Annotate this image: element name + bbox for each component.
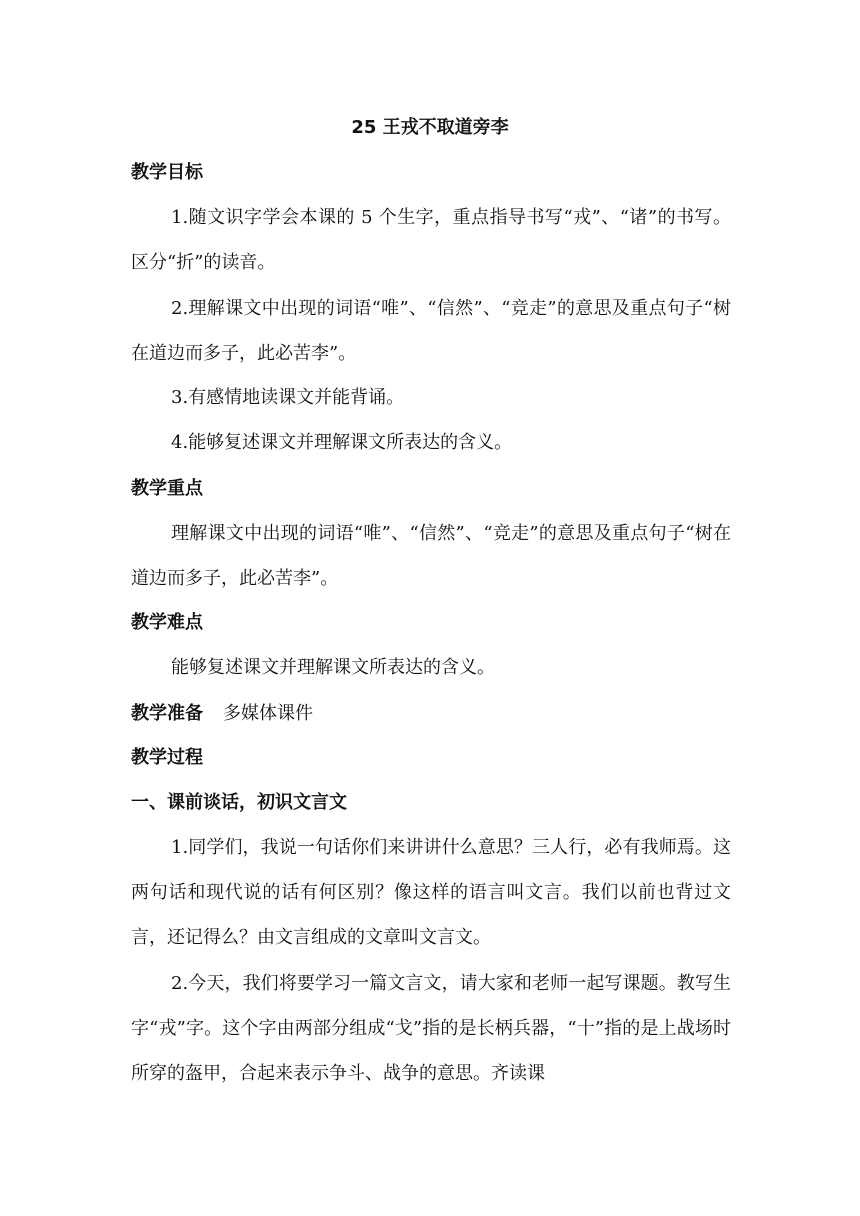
heading-teaching-process: 教学过程 — [131, 747, 203, 768]
goal-item-1: 1.随文识字学会本课的 5 个生字，重点指导书写“戎”、“诸”的书写。区分“折”的读音。 — [131, 207, 731, 273]
goal-item-2: 2.理解课文中出现的词语“唯”、“信然”、“竞走”的意思及重点句子“树在道边而多子，此必苦李”。 — [131, 298, 731, 364]
heading-teaching-preparation: 教学准备 — [131, 703, 203, 724]
difficulty-text: 能够复述课文并理解课文所表达的含义。 — [171, 657, 495, 678]
goal-item-4: 4.能够复述课文并理解课文所表达的含义。 — [171, 432, 513, 453]
focus-text: 理解课文中出现的词语“唯”、“信然”、“竞走”的意思及重点句子“树在道边而多子，此必苦李”。 — [131, 523, 731, 589]
part-one-paragraph-1: 1.同学们，我说一句话你们来讲讲什么意思？三人行，必有我师焉。这两句话和现代说的话有何区别？像这样的语言叫文言。我们以前也背过文言，还记得么？由文言组成的文章叫文言文。 — [131, 837, 731, 948]
teaching-preparation — [131, 703, 313, 725]
document-title: 25 王戎不取道旁李 — [351, 117, 509, 138]
preparation-text: 多媒体课件 — [223, 703, 313, 724]
heading-teaching-difficulty: 教学难点 — [131, 612, 203, 633]
heading-part-one: 一、课前谈话，初识文言文 — [131, 792, 347, 813]
part-one-paragraph-2: 2.今天，我们将要学习一篇文言文，请大家和老师一起写课题。教写生字“戎”字。这个字由两部分组成“戈”指的是长柄兵器，“十”指的是上战场时所穿的盔甲，合起来表示争斗、战争的意思。齐读课 — [131, 973, 731, 1084]
goal-item-3: 3.有感情地读课文并能背诵。 — [171, 387, 405, 408]
heading-teaching-goals: 教学目标 — [131, 162, 203, 183]
heading-teaching-focus: 教学重点 — [131, 478, 203, 499]
